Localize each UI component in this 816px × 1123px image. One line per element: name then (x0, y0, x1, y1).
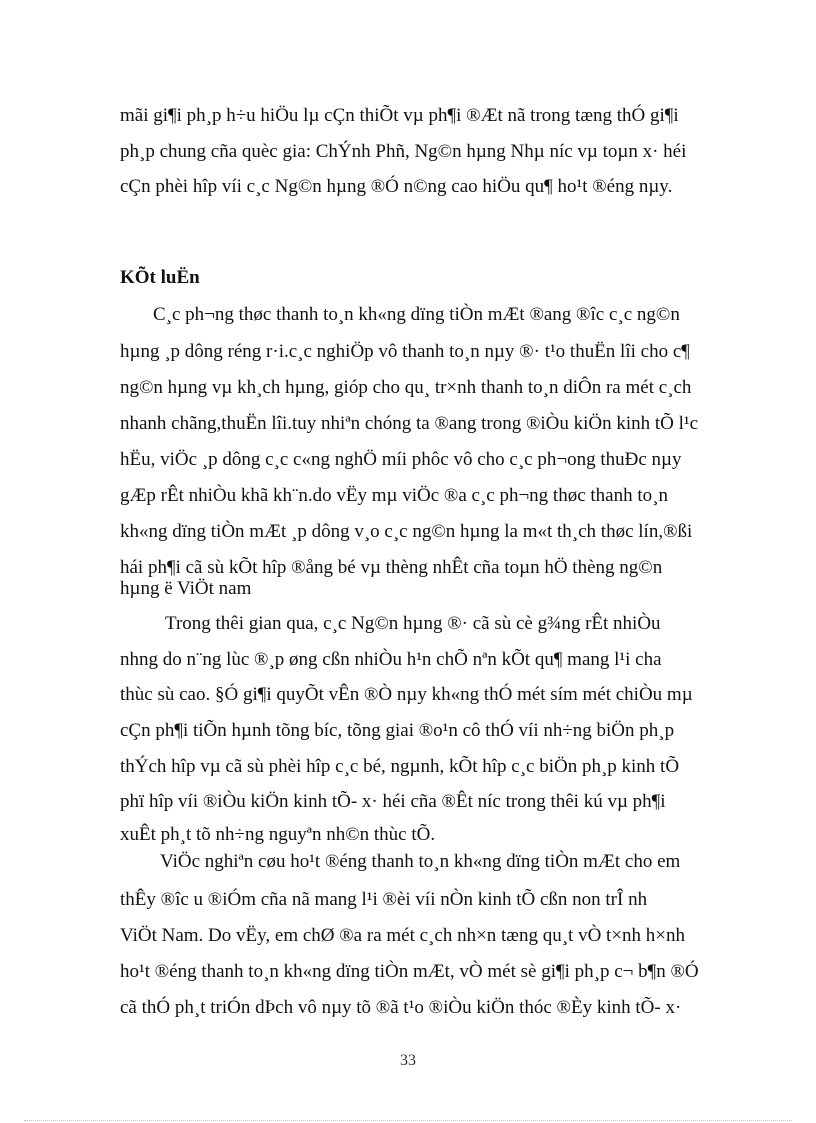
paragraph-line: hËu, viÖc ¸p dông c¸c c«ng nghÖ míi phôc vô cho c¸c ph¬ong thuÐc nµy (120, 449, 682, 470)
paragraph-line: Trong thêi gian qua, c¸c Ng©n hµng ®· cã sù cè g¾ng rÊt nhiÒu (165, 613, 661, 634)
paragraph-line: ho¹t ®éng thanh to¸n kh«ng dïng tiÒn mÆt, vÒ mét sè gi¶i ph¸p c¬ b¶n ®Ó (120, 961, 699, 982)
paragraph-line: ViÖc nghiªn cøu ho¹t ®éng thanh to¸n kh«ng dïng tiÒn mÆt cho em (160, 851, 681, 872)
paragraph-line: thùc sù cao. §Ó gi¶i quyÕt vÊn ®Ò nµy kh«ng thÓ mét sím mét chiÒu mµ (120, 684, 693, 705)
paragraph-line: kh«ng dïng tiÒn mÆt ¸p dông v¸o c¸c ng©n hµng la m«t th¸ch thøc lín,®ßi (120, 521, 693, 542)
paragraph-line: cÇn ph¶i tiÕn hµnh tõng bíc, tõng giai ®o¹n cô thÓ víi nh÷ng biÖn ph¸p (120, 720, 675, 741)
intro-line: ph¸p chung cña quèc gia: ChÝnh Phñ, Ng©n hµng Nhµ níc vµ toµn x· héi (120, 141, 687, 162)
paragraph-line: hµng ë ViÖt nam (120, 578, 252, 599)
paragraph-line: C¸c ph¬ng thøc thanh to¸n kh«ng dïng tiÒn mÆt ®ang ®îc c¸c ng©n (153, 304, 680, 325)
page-number: 33 (400, 1052, 416, 1069)
paragraph-line: phï hîp víi ®iÒu kiÖn kinh tÕ- x· héi cña ®Êt níc trong thêi kú vµ ph¶i (120, 791, 666, 812)
paragraph-line: hµng ¸p dông réng r·i.c¸c nghiÖp vô thanh to¸n nµy ®· t¹o thuËn lîi cho c¶ (120, 341, 690, 362)
page-bottom-divider (24, 1120, 792, 1121)
paragraph-line: hái ph¶i cã sù kÕt hîp ®ång bé vµ thèng nhÊt cña toµn hÖ thèng ng©n (120, 557, 663, 578)
paragraph-line: thÊy ®îc u ®iÓm cña nã mang l¹i ®èi víi nÒn kinh tÕ cßn non trÎ nh (120, 889, 648, 910)
paragraph-line: thÝch hîp vµ cã sù phèi hîp c¸c bé, ngµnh, kÕt hîp c¸c biÖn ph¸p kinh tÕ (120, 756, 680, 777)
intro-line: cÇn phèi hîp víi c¸c Ng©n hµng ®Ó n©ng cao hiÖu qu¶ ho¹t ®éng nµy. (120, 176, 673, 197)
paragraph-line: cã thÓ ph¸t triÓn dÞch vô nµy tõ ®ã t¹o ®iÒu kiÖn thóc ®Èy kinh tÕ- x· (120, 997, 682, 1018)
paragraph-line: nhanh chãng,thuËn lîi.tuy nhiªn chóng ta ®ang trong ®iÒu kiÖn kinh tÕ l¹c (120, 413, 699, 434)
intro-line: mãi gi¶i ph¸p h÷u hiÖu lµ cÇn thiÕt vµ ph¶i ®Æt nã trong tæng thÓ gi¶i (120, 105, 679, 126)
section-heading: KÕt luËn (120, 267, 200, 288)
paragraph-line: ViÖt Nam. Do vËy, em chØ ®a ra mét c¸ch nh×n tæng qu¸t vÒ t×nh h×nh (120, 925, 686, 946)
paragraph-line: xuÊt ph¸t tõ nh÷ng nguyªn nh©n thùc tÕ. (120, 824, 436, 845)
paragraph-line: nhng do n¨ng lùc ®¸p øng cßn nhiÒu h¹n chÕ nªn kÕt qu¶ mang l¹i cha (120, 649, 662, 670)
paragraph-line: gÆp rÊt nhiÒu khã kh¨n.do vËy mµ viÖc ®a c¸c ph¬ng thøc thanh to¸n (120, 485, 668, 506)
paragraph-line: ng©n hµng vµ kh¸ch hµng, gióp cho qu¸ tr×nh thanh to¸n diÔn ra mét c¸ch (120, 377, 692, 398)
